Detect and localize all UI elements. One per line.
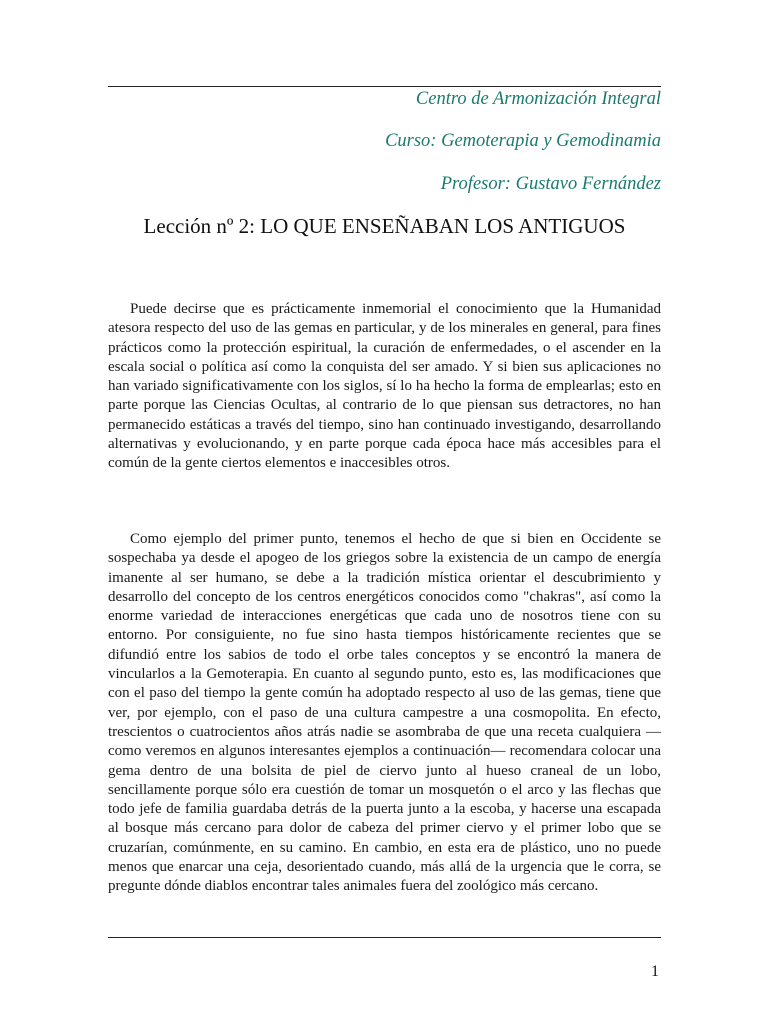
body-paragraph-2: Como ejemplo del primer punto, tenemos el hecho de que si bien en Occidente se sospechaba ya desde el apogeo de los griegos sobre la existencia de un campo de energía imanente al ser humano, se debe a la tradición mística orientar el descubrimiento y desarrollo del concepto de los centros energéticos conocidos como "chakras", así como la enorme variedad de interacciones energéticas que cada uno de nosotros tiene con su entorno. Por consiguiente, no fue sino hasta tiempos históricamente recientes que se difundió entre los sabios de todo el orbe tales conceptos y se encontró la manera de vincularlos a la Gemoterapia. En cuanto al segundo punto, esto es, las modificaciones que con el paso del tiempo la gente común ha adoptado respecto al uso de las gemas, tiene que ver, por ejemplo, con el paso de una cultura campestre a una cosmopolita. En efecto, trescientos o cuatrocientos años atrás nadie se asombraba de que una receta cualquiera —como veremos en algunos interesantes ejemplos a continuación— recomendara colocar una gema dentro de una bolsita de piel de ciervo junto al hueso craneal de un lobo, sencillamente porque sólo era cuestión de tomar un mosquetón o el arco y las flechas que todo jefe de familia guardaba detrás de la puerta junto a la escoba, y hacerse una escapada al bosque más cercano para dolor de cabeza del primer ciervo y el primer lobo que se cruzarían, comúnmente, en su camino. En cambio, en esta era de plástico, uno no puede menos que enarcar una ceja, desorientado cuando, más allá de la urgencia que le corra, se pregunte dónde diablos encontrar tales animales fuera del zoológico más cercano. xyxy=(108,531,661,895)
body-paragraph-1: Puede decirse que es prácticamente inmemorial el conocimiento que la Humanidad atesora respecto del uso de las gemas en particular, y de los minerales en general, para fines prácticos como la protección espiritual, la curación de enfermedades, o el ascender en la escala social o política así como la conquista del ser amado. Y si bien sus aplicaciones no han variado significativamente con los siglos, sí lo ha hecho la forma de emplearlas; esto en parte porque las Ciencias Ocultas, al contrario de lo que piensan sus detractores, no han permanecido estáticas a través del tiempo, sino han continuado investigando, desarrollando alternativas y evolucionando, y en parte porque cada época hace más accesibles para el común de la gente ciertos elementos e inaccesibles otros. xyxy=(108,301,661,472)
bottom-rule xyxy=(108,937,661,938)
lesson-title: Lección nº 2: LO QUE ENSEÑABAN LOS ANTIGUOS xyxy=(143,214,626,238)
course-name: Curso: Gemoterapia y Gemodinamia xyxy=(385,131,661,151)
top-rule xyxy=(108,86,661,87)
teacher-name: Profesor: Gustavo Fernández xyxy=(440,174,661,194)
institution-name: Centro de Armonización Integral xyxy=(415,89,661,109)
page-number: 1 xyxy=(651,963,659,980)
